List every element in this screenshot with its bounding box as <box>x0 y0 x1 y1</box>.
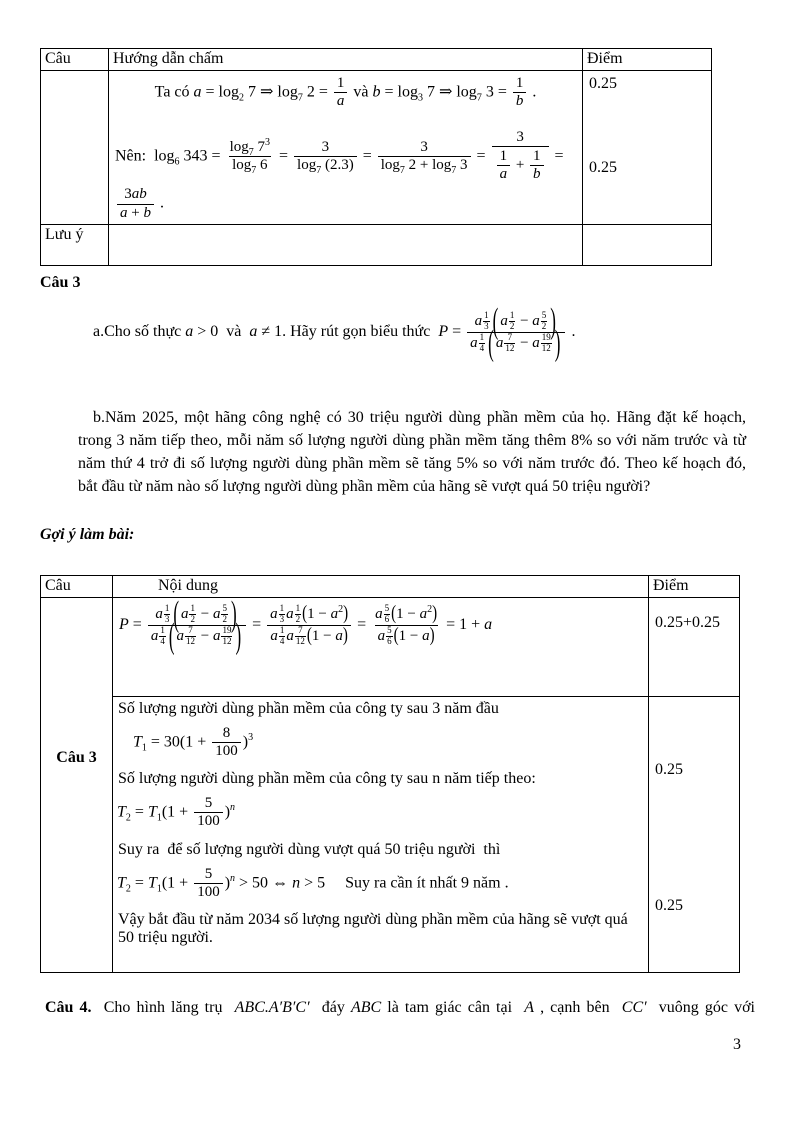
table1-header-huongdancham-label: Hướng dẫn chấm <box>113 50 224 67</box>
question-4-statement: Câu 4. Cho hình lăng trụ ABC.A′B′C′ đáy ABC là tam giác cân tại A , cạnh bên CC′ vuông góc với <box>45 999 756 1016</box>
table1-solution-row <box>41 71 712 225</box>
table2-header-cau-label: Câu <box>45 577 71 594</box>
score-value: 0.25 <box>655 761 683 778</box>
solution-text-after-n-years: Số lượng người dùng phần mềm của công ty sau n năm tiếp theo: <box>118 769 536 787</box>
table1-note-label-cell <box>41 224 109 265</box>
score-value: 0.25 <box>589 159 617 176</box>
formula-log-substitution: Ta có $a = \log_2 7$ ⇒ $\log_7 2$ = $\frac{1}{a}$ và $b = \log_3 7$ ⇒ $\log_7 3$ = $\frac{1}{b}$ . <box>154 75 537 110</box>
table1-note-score-cell <box>583 224 712 265</box>
table2-question-label-cell <box>41 598 113 973</box>
table1-score-cell <box>583 71 712 225</box>
table1-solution-cau-cell <box>41 71 109 225</box>
table2-partb-score-cell <box>649 697 740 973</box>
answer-table-top <box>40 48 712 266</box>
question-label: Câu 3 <box>56 748 97 766</box>
table2-header-noidung <box>113 576 649 598</box>
hint-label: Gợi ý làm bài: <box>40 526 135 543</box>
solution-text-after-3-years: Số lượng người dùng phần mềm của công ty sau 3 năm đầu <box>118 700 499 717</box>
table1-note-row <box>41 224 712 265</box>
table1-header-cau <box>41 49 109 71</box>
formula-t2-inequality: $T_2 = T_1(1$ + $\frac{5}{100}$ )$^n$ > 50 ⇔ n > 5 Suy ra cần ít nhất 9 năm . <box>117 866 509 901</box>
formula-p-simplification: P = a $\frac{1}{3}$ ( a $\frac{1}{2}$ − a $\frac{5}{2}$ ) a $\frac{1}{4}$ ( a $\frac{7}{12}$ − a $\frac{19}{12}$ ) = a $\frac{1}{3}$ a $\frac{1}{2}$ $(1 - a^2)$ a $\frac{1}{4}$ a $\frac{7}{12}$ (1 − a) = a $\frac{5}{6}$ $(1 - a^2)$ a $\frac{5}{6}$ (1 − a) = 1 + a <box>119 594 493 656</box>
table2-header-diem <box>649 576 740 598</box>
table2-header-row <box>41 576 740 598</box>
note-label: Lưu ý <box>45 225 84 243</box>
formula-log-chain: Nên: $\log_6 343$ = $\frac{\log_7 7^3}{\log_7 6}$ = $\frac{3}{\log_7 (2.3)}$ = $\frac{3}{\log_7 2 + \log_7 3}$ = 3 $\frac{1}{a}$ + $\frac{1}{b}$ = $\frac{3ab}{a + b}$ . <box>115 128 568 221</box>
table2-header-noidung-label: Nội dung <box>158 577 218 594</box>
table2-parta-score-cell <box>649 598 740 697</box>
table1-note-content-cell <box>109 224 583 265</box>
table2-partb-content-cell <box>113 697 649 973</box>
table1-header-cau-label: Câu <box>45 50 71 67</box>
question-3b-statement: b.Năm 2025, một hãng công nghệ có 30 triệu người dùng phần mềm của họ. Hãng đặt kế hoạch, trong 3 năm tiếp theo, mỗi năm số lượng người dùng phần mềm tăng thêm 8% so với năm trước và từ năm thứ 4 trở đi số lượng người dùng phần mềm sẽ tăng 5% so với năm trước đó. Theo kế hoạch đó, bắt đầu từ năm nào số lượng người dùng phần mềm của hãng sẽ vượt quá 50 triệu người? <box>78 409 750 495</box>
score-value: 0.25 <box>655 897 683 914</box>
score-value: 0.25+0.25 <box>655 614 721 631</box>
table1-solution-content-cell <box>109 71 583 225</box>
answer-table-question3 <box>40 575 740 973</box>
table1-header-row <box>41 49 712 71</box>
formula-t1: $T_1 = 30(1$ + $\frac{8}{100}$ )$^3$ <box>133 725 254 760</box>
table2-header-diem-label: Điểm <box>653 577 689 594</box>
table2-header-cau <box>41 576 113 598</box>
table1-header-diem <box>583 49 712 71</box>
page-number: 3 <box>733 1036 741 1053</box>
table2-row-part-b <box>41 697 740 973</box>
table1-header-diem-label: Điểm <box>587 50 623 67</box>
solution-conclusion: Vậy bắt đầu từ năm 2034 số lượng người dùng phần mềm của hãng sẽ vượt quá 50 triệu người. <box>118 910 632 946</box>
score-value: 0.25 <box>589 75 617 92</box>
question-3-heading: Câu 3 <box>40 274 81 291</box>
formula-t2: $T_2 = T_1(1$ + $\frac{5}{100}$ )$^n$ <box>117 794 236 829</box>
table2-row-part-a <box>41 598 740 697</box>
table1-header-huongdancham <box>109 49 583 71</box>
solution-text-exceed-50m: Suy ra để số lượng người dùng vượt quá 50 triệu người thì <box>118 841 501 858</box>
question-3a-statement: a.Cho số thực a > 0 và a ≠ 1. Hãy rút gọn biểu thức P = a $\frac{1}{3}$ ( a $\frac{1}{2}$ − a $\frac{5}{2}$ ) a $\frac{1}{4}$ ( a $\frac{7}{12}$ − a $\frac{19}{12}$ ) . <box>93 301 576 363</box>
table2-parta-content-cell <box>113 594 649 697</box>
